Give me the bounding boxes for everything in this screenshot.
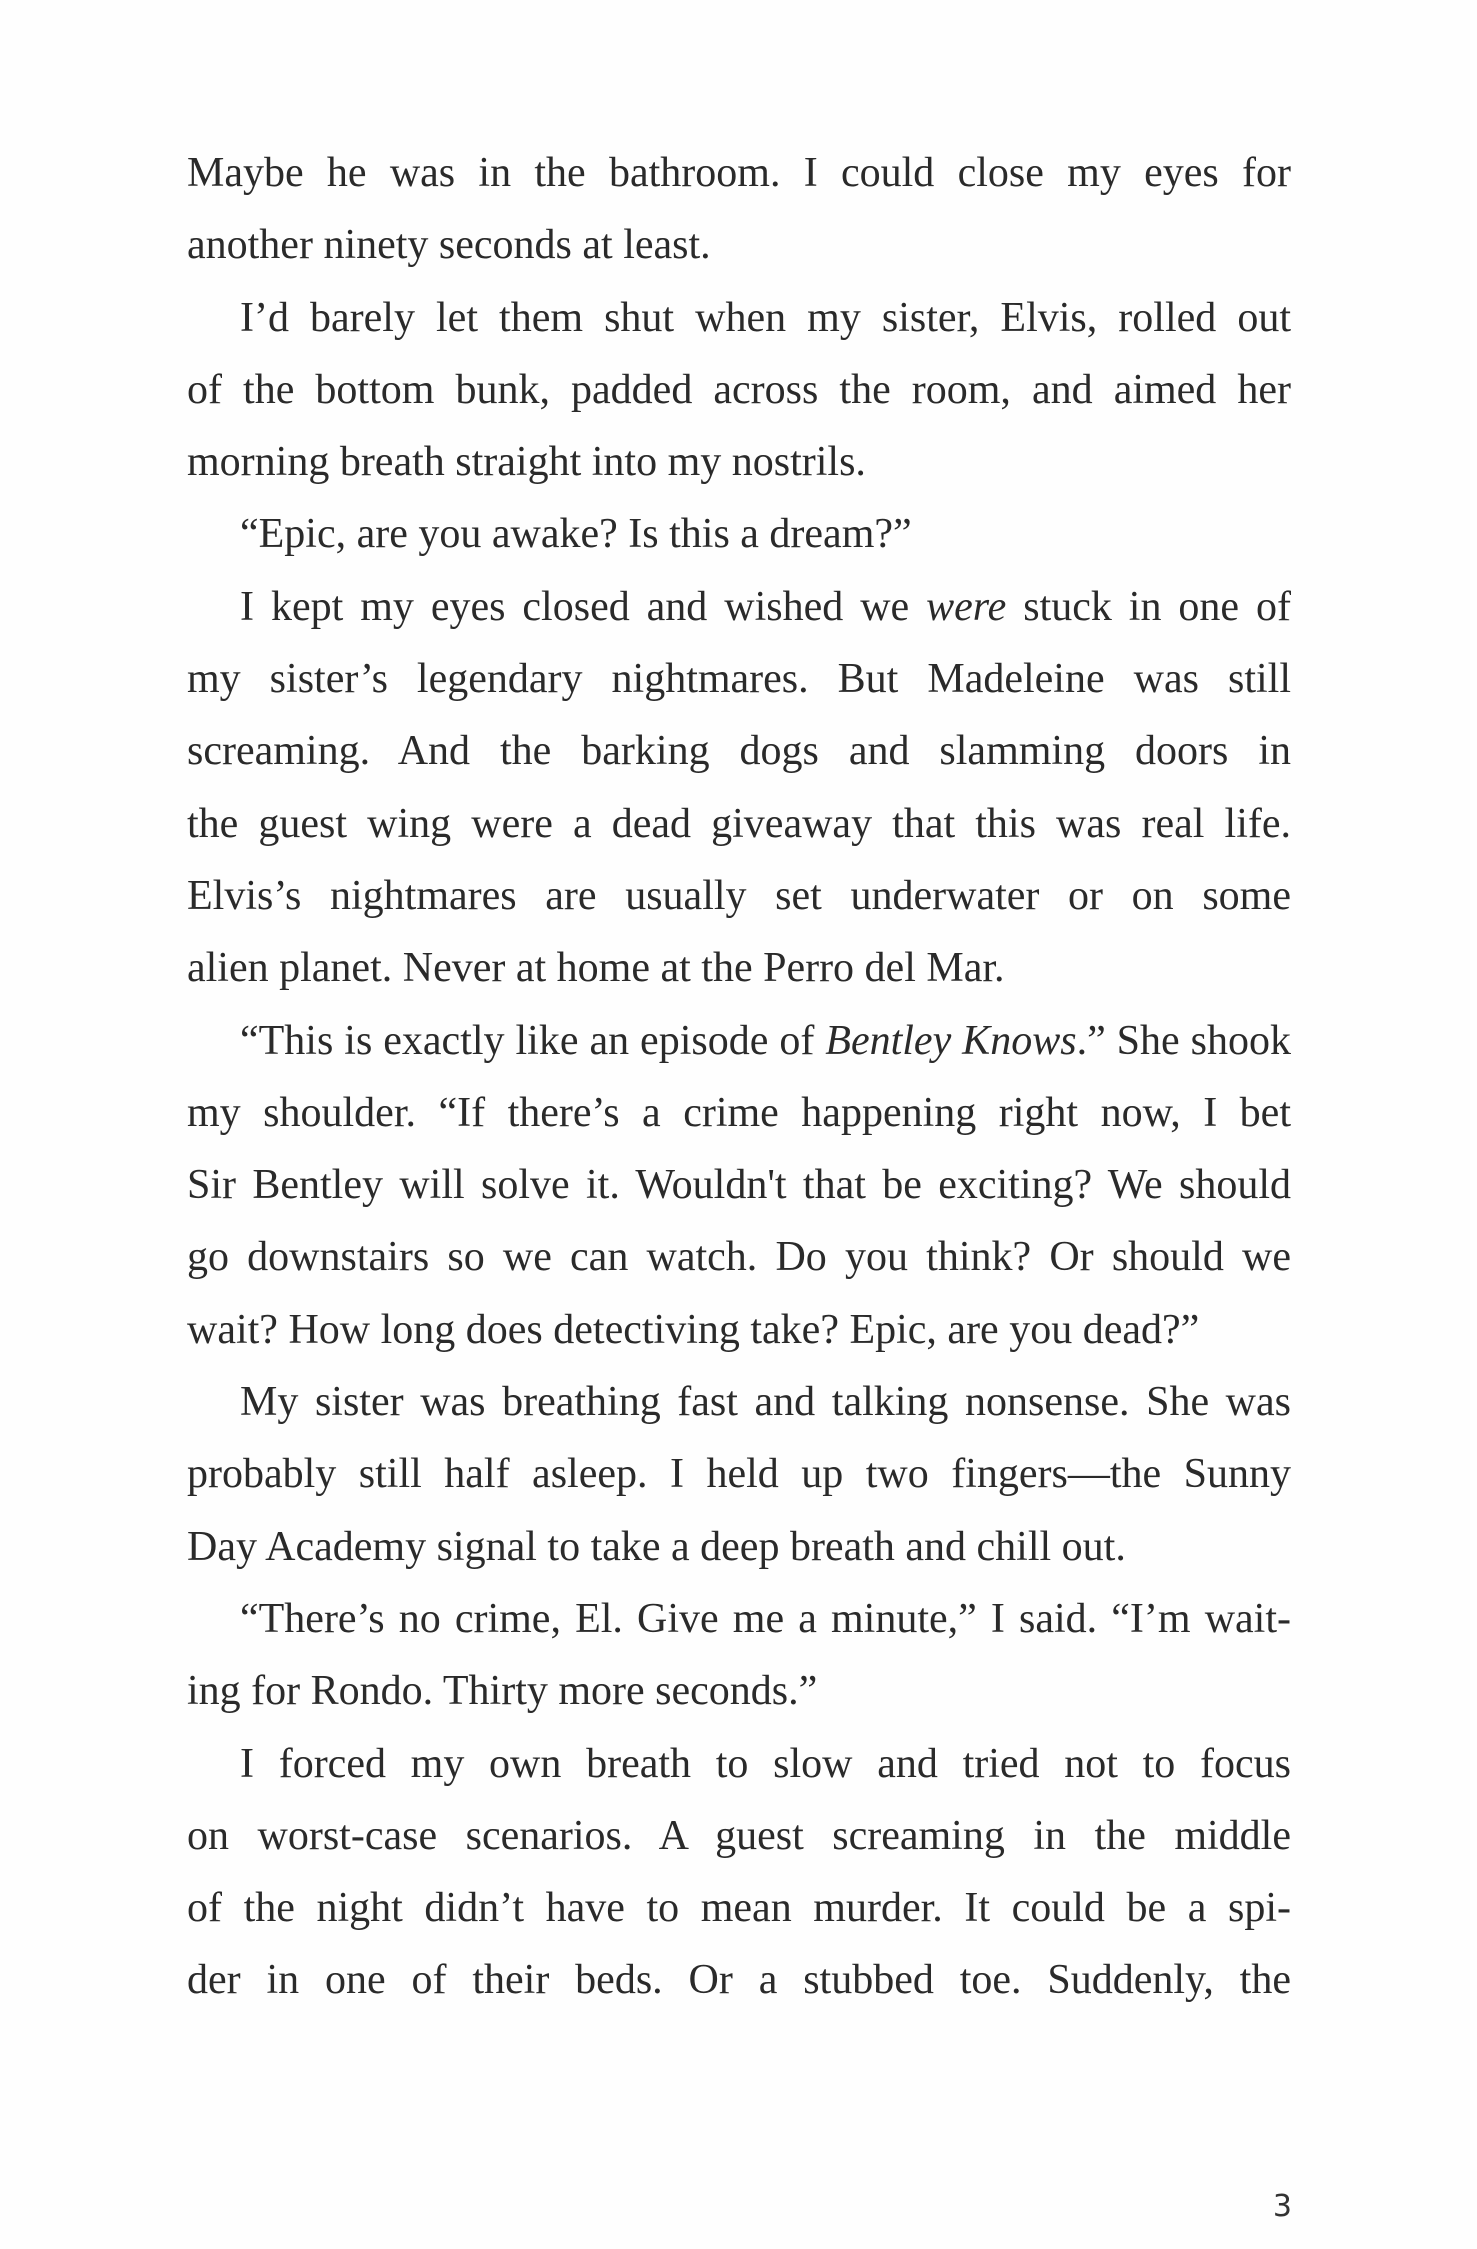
text-line: ing for Rondo. Thirty more seconds.”	[187, 1668, 818, 1715]
text-line: go downstairs so we can watch. Do you think? Or should we	[187, 1234, 1291, 1281]
text-line: der in one of their beds. Or a stubbed toe. Suddenly, the	[187, 1957, 1291, 2004]
page-number: 3	[1272, 2189, 1292, 2224]
text-line: my sister’s legendary nightmares. But Madeleine was still	[187, 656, 1291, 703]
text-line: the guest wing were a dead giveaway that this was real life.	[187, 800, 1291, 847]
text-line: I kept my eyes closed and wished we were stuck in one of	[240, 583, 1292, 630]
text-line: I’d barely let them shut when my sister, Elvis, rolled out	[240, 294, 1291, 341]
text-line: on worst-case scenarios. A guest screaming in the middle	[187, 1812, 1291, 1859]
text-line: wait? How long does detectiving take? Epic, are you dead?”	[187, 1306, 1200, 1353]
text-line: Elvis’s nightmares are usually set underwater or on some	[187, 872, 1291, 919]
text-line: probably still half asleep. I held up two fingers—the Sunny	[187, 1451, 1291, 1498]
text-line: I forced my own breath to slow and tried not to focus	[240, 1740, 1291, 1787]
text-line: morning breath straight into my nostrils.	[187, 439, 866, 486]
text-line: Sir Bentley will solve it. Wouldn't that be exciting? We should	[187, 1162, 1291, 1209]
body-text	[187, 137, 1291, 2017]
text-line: “This is exactly like an episode of Bentley Knows.” She shook	[240, 1017, 1291, 1064]
text-line: screaming. And the barking dogs and slamming doors in	[187, 728, 1291, 775]
text-line: my shoulder. “If there’s a crime happening right now, I bet	[187, 1089, 1291, 1136]
emphasis: Bentley Knows	[825, 1017, 1077, 1064]
text-line: alien planet. Never at home at the Perro del Mar.	[187, 945, 1005, 992]
text-line: “There’s no crime, El. Give me a minute,” I said. “I’m wait-	[240, 1595, 1291, 1642]
text-line: “Epic, are you awake? Is this a dream?”	[240, 511, 912, 558]
text-line: of the bottom bunk, padded across the room, and aimed her	[187, 366, 1291, 413]
text-line: another ninety seconds at least.	[187, 222, 711, 269]
text-line: Day Academy signal to take a deep breath and chill out.	[187, 1523, 1126, 1570]
emphasis: were	[926, 583, 1007, 630]
text-line: My sister was breathing fast and talking nonsense. She was	[240, 1379, 1291, 1426]
text-line: of the night didn’t have to mean murder. It could be a spi-	[187, 1885, 1291, 1932]
text-line: Maybe he was in the bathroom. I could close my eyes for	[187, 150, 1291, 196]
